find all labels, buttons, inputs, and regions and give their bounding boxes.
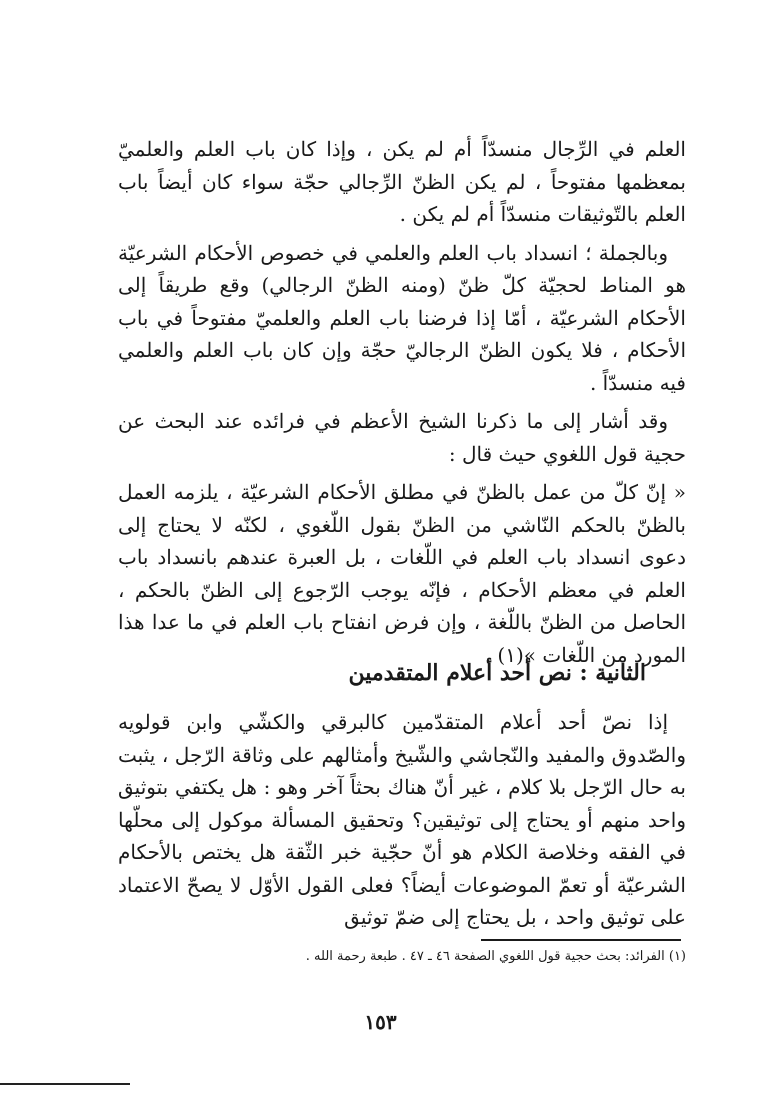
paragraph-2: وبالجملة ؛ انسداد باب العلم والعلمي في خصوص الأحكام الشرعيّة هو المناط لحجيّة كلّ ظنّ (ومنه الظنّ الرجالي) وقع طريقاً إلى الأحكام الشرعيّة ، أمّا إذا فرضنا باب العلم والعلميّ مفتوحاً في باب الأحكام ، فلا يكون الظنّ الرجاليّ حجّة وإن كان باب العلم والعلمي فيه منسدّاً . xyxy=(118,240,686,395)
paragraph-3: وقد أشار إلى ما ذكرنا الشيخ الأعظم في فرائده عند البحث عن حجية قول اللغوي حيث قال : xyxy=(118,409,686,466)
paragraph-1: العلم في الرِّجال منسدّاً أم لم يكن ، وإذا كان باب العلم والعلميّ بمعظمها مفتوحاً ، لم يكن الظنّ الرِّجالي حجّة سواء كان أيضاً باب العلم بالتّوثيقات منسدّاً أم لم يكن . xyxy=(118,137,686,226)
main-text-block xyxy=(118,133,686,677)
bottom-edge-line xyxy=(0,1083,130,1085)
footnote-divider xyxy=(481,939,681,941)
section-paragraph: إذا نصّ أحد أعلام المتقدّمين كالبرقي والكشّي وابن قولويه والصّدوق والمفيد والنّجاشي والشّيخ وأمثالهم على وثاقة الرّجل ، يثبت به حال الرّجل بلا كلام ، غير أنّ هناك بحثاً آخر وهو : هل يكتفي بتوثيق واحد منهم أو يحتاج إلى توثيقين؟ وتحقيق المسألة موكول إلى محلّها في الفقه وخلاصة الكلام هو أنّ حجّية خبر الثّقة هل يختص بالأحكام الشرعيّة أو تعمّ الموضوعات أيضاً؟ فعلى القول الأوّل لا يصحّ الاعتماد على توثيق واحد ، بل يحتاج إلى ضمّ توثيق xyxy=(118,710,686,929)
quotation-paragraph: « إنّ كلّ من عمل بالظنّ في مطلق الأحكام الشرعيّة ، يلزمه العمل بالظنّ بالحكم النّاشي من الظنّ بقول اللّغوي ، لكنّه لا يحتاج إلى دعوى انسداد باب العلم في اللّغات ، بل العبرة عندهم بانسداد باب العلم في معظم الأحكام ، فإنّه يوجب الرّجوع إلى الظنّ بالحكم ، الحاصل من الظنّ باللّغة ، وإن فرض انفتاح باب العلم في ما عدا هذا المورد من اللّغات »(١) . xyxy=(118,480,686,667)
footnote: (١) الفرائد: بحث حجية قول اللغوي الصفحة ٤٦ ـ ٤٧ . طبعة رحمة الله . xyxy=(305,949,686,964)
section-heading: الثانية : نص أحد أعلام المتقدمين xyxy=(348,660,646,686)
section-text-block xyxy=(118,706,686,940)
page-number: ١٥٣ xyxy=(364,1010,397,1034)
